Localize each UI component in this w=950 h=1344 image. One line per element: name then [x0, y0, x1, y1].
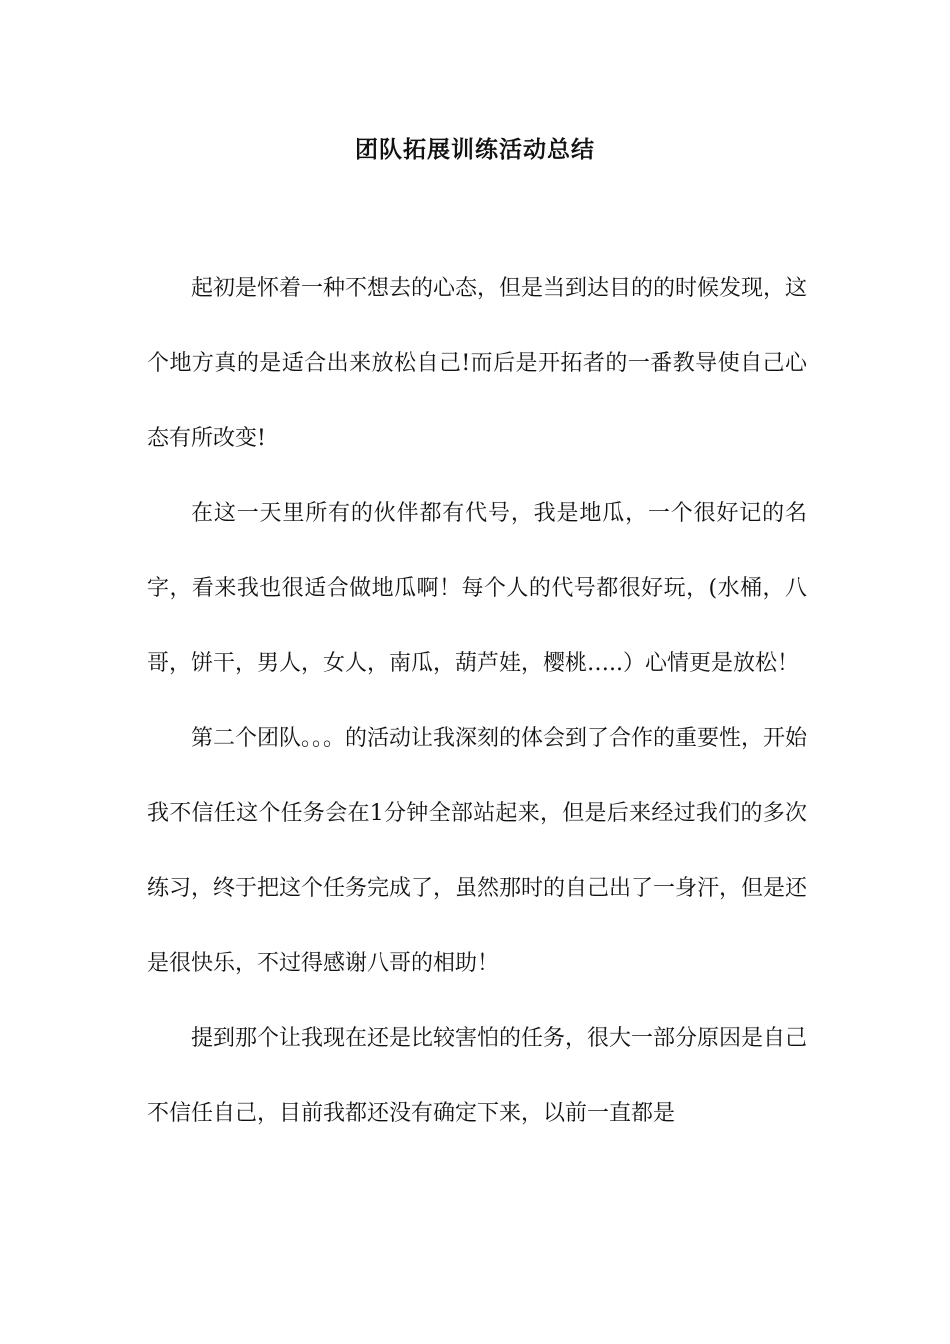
paragraph-4: 提到那个让我现在还是比较害怕的任务，很大一部分原因是自己不信任自己，目前我都还没有确定下来，以前一直都是: [147, 1026, 808, 1126]
document-title: 团队拓展训练活动总结: [355, 136, 595, 163]
paragraph-2: 在这一天里所有的伙伴都有代号，我是地瓜，一个很好记的名字，看来我也很适合做地瓜啊！每个人的代号都很好玩，(水桶，八哥，饼干，男人，女人，南瓜，葫芦娃，樱桃…..）心情更是放松！: [147, 501, 807, 676]
paragraph-1: 起初是怀着一种不想去的心态，但是当到达目的的时候发现，这个地方真的是适合出来放松自己!而后是开拓者的一番教导使自己心态有所改变!: [147, 276, 808, 451]
paragraph-3: 第二个团队。。。的活动让我深刻的体会到了合作的重要性，开始我不信任这个任务会在1分钟全部站起来，但是后来经过我们的多次练习，终于把这个任务完成了，虽然那时的自己出了一身汗，但是还是很快乐，不过得感谢八哥的相助！: [147, 726, 808, 976]
document-body: [147, 251, 807, 1151]
